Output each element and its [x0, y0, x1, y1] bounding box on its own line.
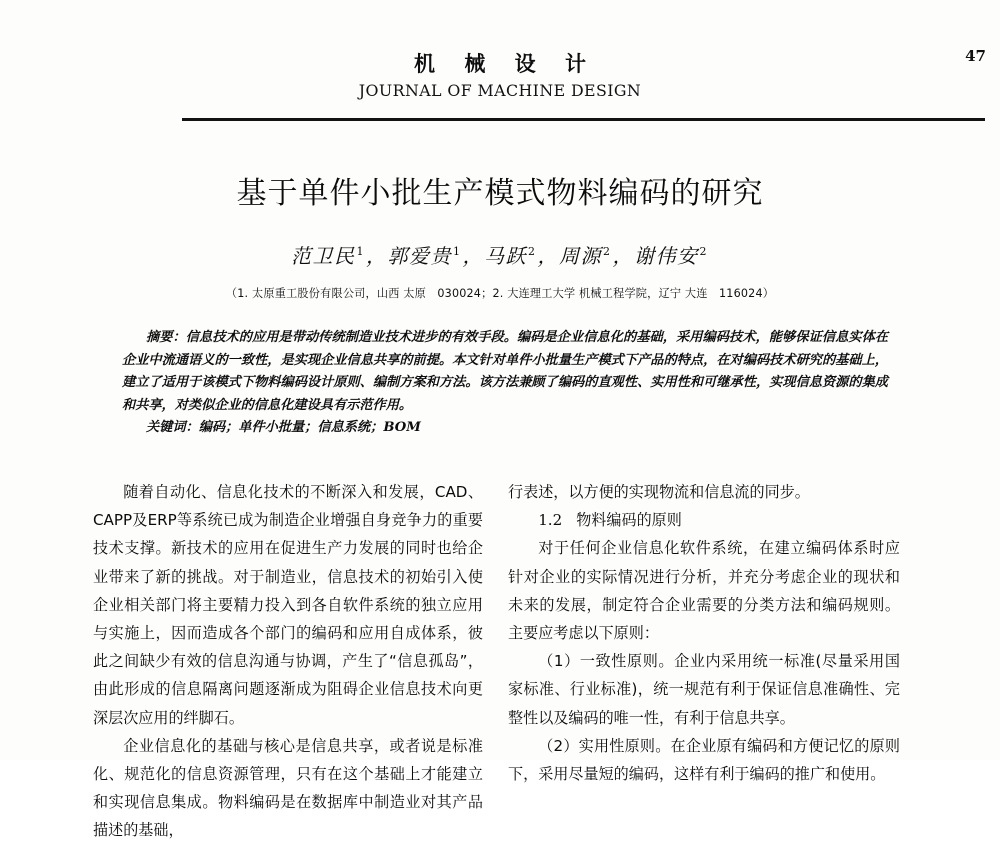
section-heading-1-2 [508, 506, 900, 534]
author-name: 周源 [559, 244, 602, 268]
keywords-text: 编码；单件小批量；信息系统；BOM [198, 420, 421, 435]
journal-title-english: JOURNAL OF MACHINE DESIGN [358, 82, 642, 101]
body-column-right [508, 478, 900, 788]
author-name: 马跃 [484, 244, 527, 268]
body-paragraph: 随着自动化、信息化技术的不断深入和发展，CAD、CAPP及ERP等系统已成为制造企业增强自身竞争力的重要技术支撑。新技术的应用在促进生产力发展的同时也给企业带来了新的挑战。对于制造业，信息技术的初始引入使企业相关部门将主要精力投入到各自软件系统的独立应用与实施上，因而造成各个部门的编码和应用自成体系，彼此之间缺少有效的信息沟通与协调，产生了“信息孤岛”，由此形成的信息隔离问题逐渐成为阻碍企业信息技术向更深层次应用的绊脚石。 [93, 483, 483, 727]
author-affiliation-mark: 2 [603, 245, 612, 259]
abstract-block [122, 327, 888, 440]
author-name: 范卫民 [291, 244, 356, 268]
abstract-paragraph [122, 327, 888, 417]
abstract-text: 信息技术的应用是带动传统制造业技术进步的有效手段。编码是企业信息化的基础，采用编码技术，能够保证信息实体在企业中流通语义的一致性，是实现企业信息共享的前提。本文针对单件小批量生产模式下产品的特点，在对编码技术研究的基础上，建立了适用于该模式下物料编码设计原则、编制方案和方法。该方法兼顾了编码的直观性、实用性和可继承性，实现信息资源的集成和共享，对类似企业的信息化建设具有示范作用。 [122, 330, 889, 413]
keywords-paragraph [122, 417, 888, 440]
author-affiliations: （1. 太原重工股份有限公司，山西 太原 030024；2. 大连理工大学 机械工程学院，辽宁 大连 116024） [225, 286, 775, 300]
author-name: 谢伟安 [634, 244, 699, 268]
author-affiliation-mark: 1 [453, 245, 462, 259]
body-paragraph: （1）一致性原则。企业内采用统一标准(尽量采用国家标准、行业标准)，统一规范有利于保证信息准确性、完整性以及编码的唯一性，有利于信息共享。 [508, 652, 900, 727]
author-affiliation-mark: 2 [528, 245, 537, 259]
body-paragraph: 对于任何企业信息化软件系统，在建立编码体系时应针对企业的实际情况进行分析，并充分考虑企业的现状和未来的发展，制定符合企业需要的分类方法和编码规则。主要应考虑以下原则： [508, 539, 900, 643]
body-paragraph-continued: 行表述，以方便的实现物流和信息流的同步。 [508, 483, 810, 501]
author-affiliation-mark: 1 [356, 245, 365, 259]
body-paragraph: 企业信息化的基础与核心是信息共享，或者说是标准化、规范化的信息资源管理，只有在这个基础上才能建立和实现信息集成。物料编码是在数据库中制造业对其产品描述的基础， [93, 736, 483, 840]
body-column-left [93, 478, 483, 845]
abstract-label: 摘要： [146, 330, 186, 345]
page-number: 47 [965, 47, 986, 65]
section-title: 物料编码的原则 [576, 511, 682, 530]
author-list: 范卫民$^1$，郭爱贵$^1$，马跃$^2$，周源$^2$，谢伟安$^2$ [291, 244, 708, 268]
section-number: 1.2 [538, 511, 563, 530]
journal-title-chinese: 机 械 设 计 [414, 51, 597, 76]
journal-masthead [0, 52, 1000, 100]
header-divider-rule [182, 118, 985, 121]
article-title: 基于单件小批生产模式物料编码的研究 [236, 176, 764, 211]
author-affiliation-mark: 2 [699, 245, 708, 259]
body-paragraph: （2）实用性原则。在企业原有编码和方便记忆的原则下，采用尽量短的编码，这样有利于编码的推广和使用。 [508, 736, 900, 784]
author-name: 郭爱贵 [387, 244, 452, 268]
keywords-label: 关键词： [146, 420, 199, 435]
